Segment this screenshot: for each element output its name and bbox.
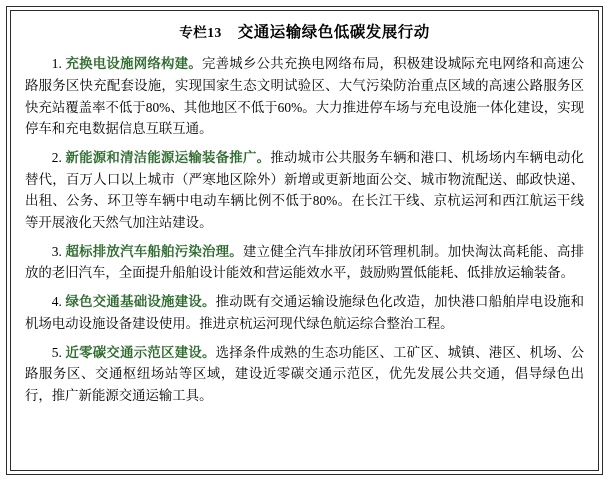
paragraph-2-body: 推动城市公共服务车辆和港口、机场场内车辆电动化替代，百万人口以上城市（严寒地区除外）新增或更新地面公交、城市物流配送、邮政快递、出租、公务、环卫等车辆中电动车辆比例不低于80%。在长江干线、京杭运河和西江航运干线等开展液化天然气加注站建设。 — [25, 149, 585, 231]
document-box — [6, 6, 603, 475]
paragraph-1-lead: 充换电设施网络构建。 — [65, 56, 202, 72]
paragraph-1 — [25, 53, 584, 140]
paragraph-2-index: 2. — [51, 149, 62, 165]
title-label: 专栏13 — [179, 25, 222, 40]
paragraph-4-index: 4. — [51, 294, 62, 310]
page-title — [25, 23, 584, 43]
paragraph-5 — [25, 342, 584, 407]
paragraph-2 — [25, 147, 584, 234]
paragraph-2-lead: 新能源和清洁能源运输装备推广。 — [65, 149, 271, 165]
paragraph-4-lead: 绿色交通基础设施建设。 — [65, 294, 216, 310]
paragraph-3 — [25, 241, 584, 284]
paragraph-3-lead: 超标排放汽车船舶污染治理。 — [65, 243, 243, 259]
title-name: 交通运输绿色低碳发展行动 — [237, 24, 430, 41]
paragraph-4 — [25, 291, 584, 334]
paragraph-4-body: 推动既有交通运输设施绿色化改造，加快港口船舶岸电设施和机场电动设施设备建设使用。推进京杭运河现代绿色航运综合整治工程。 — [25, 294, 585, 331]
paragraph-5-body: 选择条件成熟的生态功能区、工矿区、城镇、港区、机场、公路服务区、交通枢纽场站等区域，建设近零碳交通示范区，优先发展公共交通，倡导绿色出行，推广新能源交通运输工具。 — [25, 344, 585, 403]
document-inner-border — [10, 10, 599, 471]
paragraph-3-index: 3. — [51, 243, 62, 259]
paragraph-5-lead: 近零碳交通示范区建设。 — [65, 344, 216, 360]
paragraph-5-index: 5. — [51, 344, 62, 360]
paragraph-1-body: 完善城乡公共充换电网络布局，积极建设城际充电网络和高速公路服务区快充配套设施，实现国家生态文明试验区、大气污染防治重点区域的高速公路服务区快充站覆盖率不低于80%、其他地区不低于60%。大力推进停车场与充电设施一体化建设，实现停车和充电数据信息互联互通。 — [25, 56, 585, 137]
paragraph-1-index: 1. — [51, 56, 62, 72]
paragraph-3-body: 建立健全汽车排放闭环管理机制。加快淘汰高耗能、高排放的老旧汽车，全面提升船舶设计能效和营运能效水平，鼓励购置低能耗、低排放运输装备。 — [25, 243, 585, 281]
